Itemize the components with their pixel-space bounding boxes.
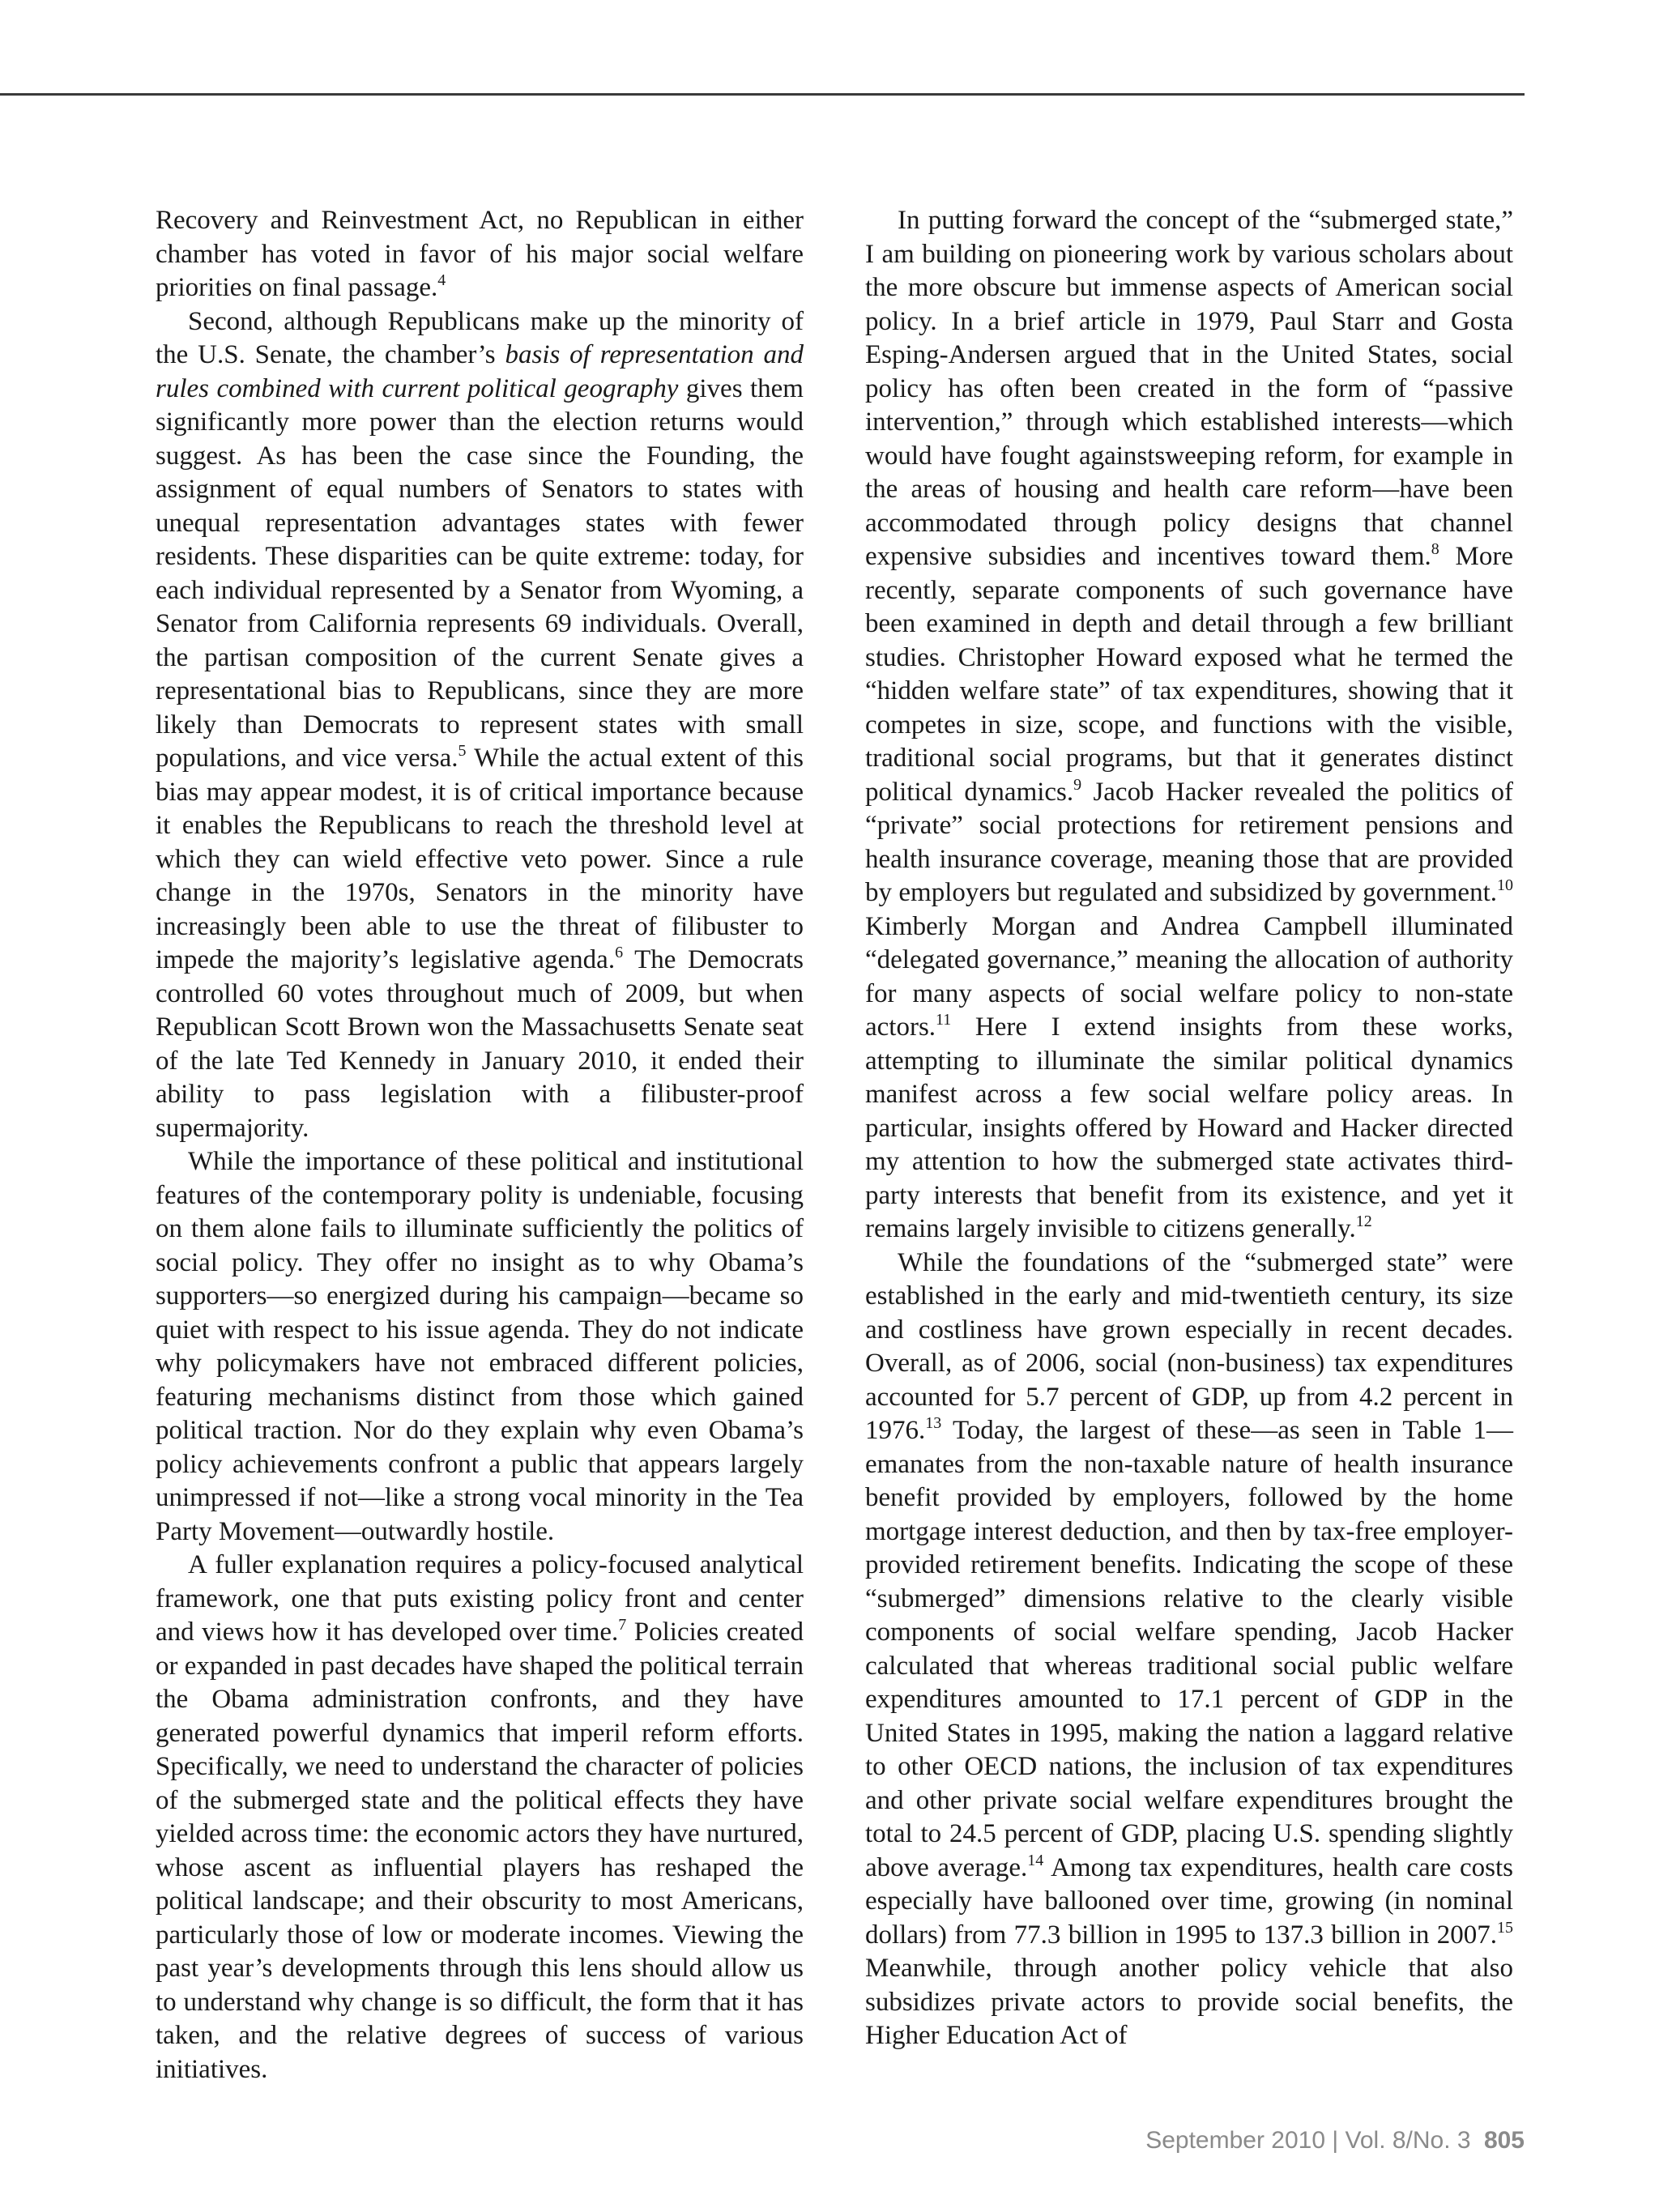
footnote-ref[interactable]: 9 <box>1073 775 1082 794</box>
paragraph-text: Jacob Hacker revealed the politics of “private” social protections for retirement pensions and health insurance coverage, meaning those that are provided by employers but regulated and subsidized by government. <box>865 777 1513 907</box>
footnote-ref[interactable]: 4 <box>437 271 446 289</box>
footnote-ref[interactable]: 13 <box>925 1414 942 1432</box>
paragraph-text: Second, although Republicans make up the minority of the U.S. Senate, the chamber’s <box>156 306 804 369</box>
paragraph-text: Among tax expenditures, health care costs especially have ballooned over time, growing (in nominal dollars) from 77.3 billion in 1995 to 137.3 billion in 2007. <box>865 1852 1513 1950</box>
paragraph-text: While the actual extent of this bias may appear modest, it is of critical importance because it enables the Republicans to reach the threshold level at which they can wield effective veto power. Since a rule change in the 1970s, Senators in the minority have increasingly been able to use the threat of filibuster to impede the majority’s legislative agenda. <box>156 744 804 974</box>
paragraph-text: Here I extend insights from these works, attempting to illuminate the similar political dynamics manifest across a few social welfare policy areas. In particular, insights offered by Howard and Hacker directed my attention to how the submerged state activates third-party interests that benefit from its existence, and yet it remains largely invisible to citizens generally. <box>865 1012 1513 1243</box>
paragraph-text: In putting forward the concept of the “submerged state,” I am building on pioneering work by various scholars about the more obscure but immense aspects of American social policy. In a brief article in 1979, Paul Starr and Gosta Esping-Andersen argued that in the United States, social policy has often been created in the form of “passive intervention,” through which established interests—which would have fought againstsweeping reform, for example in the areas of housing and health care reform—have been accommodated through policy designs that channel expensive subsidies and incentives toward them. <box>865 206 1513 571</box>
paragraph-text: Policies created or expanded in past decades have shaped the political terrain the Obama administration confronts, and they have generated powerful dynamics that imperil reform efforts. Specifically, we need to understand the character of policies of the submerged state and the political effects they have yielded across time: the economic actors they have nurtured, whose ascent as influential players has reshaped the political landscape; and their obscurity to most Americans, particularly those of low or moderate incomes. Viewing the past year’s developments through this lens should allow us to understand why change is so difficult, the form that it has taken, and the relative degrees of success of various initiatives. <box>156 1617 804 2084</box>
paragraph-text: Recovery and Reinvestment Act, no Republican in either chamber has voted in favor of his major social welfare priorities on final passage. <box>156 206 804 302</box>
paragraph <box>865 1247 1513 2053</box>
footnote-ref[interactable]: 6 <box>615 944 624 961</box>
paragraph-text: gives them significantly more power than the election returns would suggest. As has been the case since the Founding, the assignment of equal numbers of Senators to states with unequal representation advantages states with fewer residents. These disparities can be quite extreme: today, for each individual represented by a Senator from Wyoming, a Senator from California represents 69 individuals. Overall, the partisan composition of the current Senate gives a representational bias to Republicans, since they are more likely than Democrats to represent states with small populations, and vice versa. <box>156 373 804 773</box>
paragraph-text: While the importance of these political and institutional features of the contemporary polity is undeniable, focusing on them alone fails to illuminate sufficiently the politics of social policy. They offer no insight as to why Obama’s supporters—so energized during his campaign—became so quiet with respect to his issue agenda. They do not indicate why policymakers have not embraced different policies, featuring mechanisms distinct from those which gained political traction. Nor do they explain why even Obama’s policy achievements confront a public that appears largely unimpressed if not—like a strong vocal minority in the Tea Party Movement—outwardly hostile. <box>156 1147 804 1546</box>
footnote-ref[interactable]: 10 <box>1497 876 1513 894</box>
paragraph <box>156 204 804 305</box>
paragraph-text: The Democrats controlled 60 votes throughout much of 2009, but when Republican Scott Brown won the Massachusetts Senate seat of the late Ted Kennedy in January 2010, it ended their ability to pass legislation with a filibuster-proof supermajority. <box>156 945 804 1143</box>
page-number: 805 <box>1483 2127 1525 2154</box>
paragraph-text: A fuller explanation requires a policy-focused analytical framework, one that puts existing policy front and center and views how it has developed over time. <box>156 1550 804 1647</box>
paragraph <box>156 305 804 1146</box>
footnote-ref[interactable]: 7 <box>618 1616 627 1634</box>
emphasis-text: basis of representation and rules combined with current political geography <box>156 340 804 403</box>
page-footer <box>1145 2127 1525 2154</box>
journal-issue-info: September 2010 | Vol. 8/No. 3 <box>1145 2127 1471 2154</box>
paragraph-text: More recently, separate components of such governance have been examined in depth and detail through a few brilliant studies. Christopher Howard exposed what he termed the “hidden welfare state” of tax expenditures, showing that it competes in size, scope, and functions with the visible, traditional social programs, but that it generates distinct political dynamics. <box>865 542 1513 807</box>
right-column <box>865 204 1513 2053</box>
left-column <box>156 204 804 2086</box>
paragraph-text: Meanwhile, through another policy vehicle that also subsidizes private actors to provide social benefits, the Higher Education Act of <box>865 1954 1513 2050</box>
footnote-ref[interactable]: 5 <box>458 742 467 760</box>
footnote-ref[interactable]: 8 <box>1431 540 1439 558</box>
footnote-ref[interactable]: 15 <box>1497 1918 1513 1937</box>
footnote-ref[interactable]: 14 <box>1027 1851 1044 1869</box>
paragraph-text: While the foundations of the “submerged state” were established in the early and mid-twentieth century, its size and costliness have grown especially in recent decades. Overall, as of 2006, social (non-business) tax expenditures accounted for 5.7 percent of GDP, up from 4.2 percent in 1976. <box>865 1247 1513 1445</box>
footnote-ref[interactable]: 12 <box>1355 1213 1372 1230</box>
paragraph <box>156 1145 804 1549</box>
paragraph-text: Today, the largest of these—as seen in Table 1—emanates from the non-taxable nature of health insurance benefit provided by employers, followed by the home mortgage interest deduction, and then by tax-free employer-provided retirement benefits. Indicating the scope of these “submerged” dimensions relative to the clearly visible components of social welfare spending, Jacob Hacker calculated that whereas traditional social public welfare expenditures amounted to 17.1 percent of GDP in the United States in 1995, making the nation a laggard relative to other OECD nations, the inclusion of tax expenditures and other private social welfare expenditures brought the total to 24.5 percent of GDP, placing U.S. spending slightly above average. <box>865 1416 1513 1882</box>
paragraph <box>865 204 1513 1247</box>
header-rule <box>0 93 1525 96</box>
paragraph <box>156 1549 804 2086</box>
paragraph-text: Kimberly Morgan and Andrea Campbell illuminated “delegated governance,” meaning the allocation of authority for many aspects of social welfare policy to non-state actors. <box>865 911 1513 1042</box>
footnote-ref[interactable]: 11 <box>936 1011 952 1029</box>
